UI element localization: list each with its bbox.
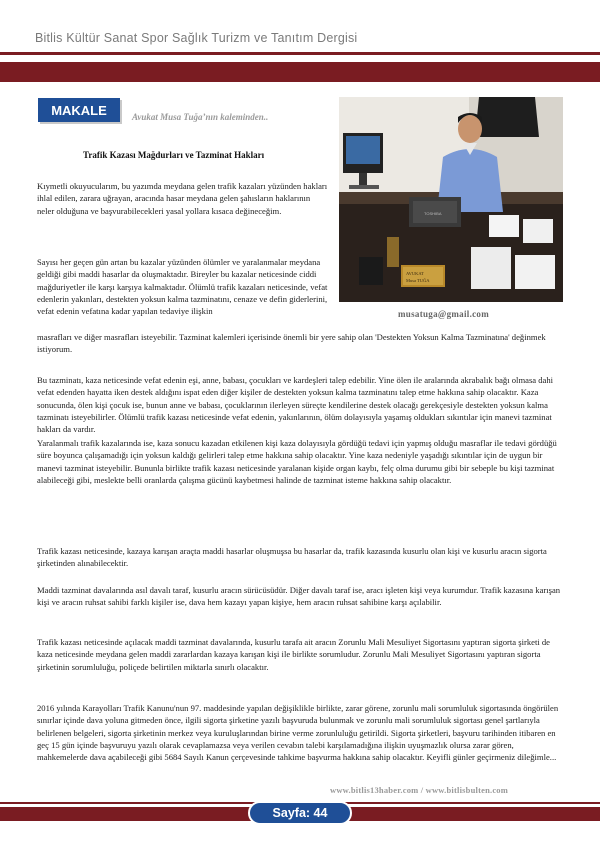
byline: Avukat Musa Tuğa’nın kaleminden.. bbox=[132, 112, 269, 122]
author-email: musatuga@gmail.com bbox=[398, 309, 490, 319]
monitor-brand: TOSHIBA bbox=[424, 211, 442, 216]
paragraph-8: 2016 yılında Karayolları Trafik Kanunu'nun 97. maddesinde yapılan değişiklikle birlikte, zarar görene, zorunlu mali sorumluluk sigortasında öngörülen sınırlar içinde dava yoluna gitmeden önce, ilgili sigorta şirketine yazılı başvuruda bulunmak ve zorunlu mali sorumluluk sigortası genel şartlarıyla belirlenen belgeleri, sigorta şirketinin merkez veya kuruluşlarından birine verme zorunluluğu getirildi. Sigorta şirketleri, başvuru tarihinden itibaren en geç 15 gün içinde başvuruyu yazılı olarak cevaplamazsa veya verilen cevabın talebi karşılamadığına ilişkin uyuşmazlık olursa zarar gören, mahkemelerde dava açabileceği gibi 5684 Sayılı Kanun çerçevesinde tahkime başvurma hakkına sahip olacaktır. Keyifli günler geçirmeniz dileğimle... bbox=[37, 703, 559, 763]
header-band bbox=[0, 62, 600, 82]
paragraph-7: Trafik kazası neticesinde açılacak maddi tazminat davalarında, kusurlu tarafa ait aracın Zorunlu Mali Mesuliyet Sigortasını yaptıran sigorta şirketi de kaza neticesinde meydana gelen maddi zararlardan kazaya karışan kişi ile birlikte sorumludur. Zorunlu Mali Mesuliyet Sigortasını yaptıran sigorta şirketinin sorumluluğu, poliçede belirtilen miktarla sınırlı olacaktır. bbox=[37, 637, 550, 672]
paragraph-3: Bu tazminatı, kaza neticesinde vefat edenin eşi, anne, babası, çocukları ve kardeşleri talep edebilir. Yine ölen ile aralarında akrabalık bağı olmasa dahi vefat edenden hayatta iken destek aldığını ispat eden diğer kişiler de destekten yoksun kalma tazminatını talep etme hakkına sahip olacaktır. Kaza sonucunda, ölen kişi çocuk ise, bunun anne ve babası, çocuklarının ilerleyen süreçte kendilerine destek olacağı gerekçesiyle destekten yoksun kalma tazminatı isteyebilirler. Ölümlü trafik kazası neticesinde vefat edenin, yakınlarının, ölüm dolayısıyla yaşamış oldukları sıkıntılar için manevi tazminat hakları da vardır. bbox=[37, 375, 554, 435]
paragraph-6: Maddi tazminat davalarında asıl davalı taraf, kusurlu aracın sürücüsüdür. Diğer davalı taraf ise, aracı işleten kişi veya kurumdur. Trafik kazasına karışan kişi ve aracın ruhsat sahibi farklı kişiler ise, dava hem kazayı yapan kişiye, hem aracın ruhsat sahibine karşı açılabilir. bbox=[37, 585, 561, 608]
paragraph-2-continued: masrafları ve diğer masrafları isteyebilir. Tazminat kalemleri içerisinde önemli bir yere sahip olan 'Destekten Yoksun Kalma Tazminatına' değinmek istiyorum. bbox=[37, 332, 546, 355]
svg-text:Musa TUĞA: Musa TUĞA bbox=[406, 278, 430, 283]
footer-websites: www.bitlis13haber.com / www.bitlisbulten.com bbox=[330, 785, 509, 795]
nameplate-text: AVUKAT bbox=[406, 271, 424, 276]
header-rule-thin bbox=[0, 52, 600, 55]
paragraph-4: Yaralanmalı trafik kazalarında ise, kaza sonucu kazadan etkilenen kişi kaza dolayısıyla gördüğü tedavi için yapmış olduğu masraflar ile tedavi gördüğü süre boyunca çalışamadığı için yoksun kaldığı gelirleri talep etme hakkına sahip olacaktır. Yine kaza nedeniyle yaşadığı sıkıntılar için de uygun bir manevi tazminat isteyebilir. Bununla birlikte trafik kazası neticesinde yaralanan kişide organ kaybı, felç olma durumu gibi bir sebeple bu kişi tazminat alabileceği gibi, meslekte belli oranlarda çalışma gücünü kaybetmesi halinde de tazminat isteme hakkına sahip olacaktır. bbox=[37, 438, 557, 485]
section-badge: MAKALE bbox=[38, 98, 120, 122]
paragraph-2: Sayısı her geçen gün artan bu kazalar yüzünden ölümler ve yaralanmalar meydana geldiği gibi maddi hasarlar da oluşmaktadır. Bireyler bu kazalar neticesinde ciddi mağduriyetler ile karşı karşıya kalmaktadır. Ölümlü trafik kazaları neticesinde, vefat edenlerin yakınları, destekten yoksun kalma tazminatını, cenaze ve defin giderlerini, vefat edenin vefatına kadar yapılan tedaviye ilişkin bbox=[37, 257, 328, 317]
author-photo bbox=[339, 97, 563, 302]
magazine-title: Bitlis Kültür Sanat Spor Sağlık Turizm ve Tanıtım Dergisi bbox=[35, 31, 358, 45]
paragraph-intro: Kıymetli okuyucularım, bu yazımda meydana gelen trafik kazaları yüzünden hakları ihlal edilen, zarara uğrayan, aracında hasar meydana gelen şahısların haklarının neler olduğuna ve başvurabilecekleri yasal yollara kısaca değineceğim. bbox=[37, 181, 328, 216]
article-title: Trafik Kazası Mağdurları ve Tazminat Hakları bbox=[83, 150, 265, 160]
paragraph-5: Trafik kazası neticesinde, kazaya karışan araçta maddi hasarlar oluşmuşsa bu hasarlar da, trafik kazasında kusurlu olan kişi ve kusurlu aracın sigorta şirketinden alınabilecektir. bbox=[37, 546, 547, 569]
page-number-badge: Sayfa: 44 bbox=[248, 801, 352, 825]
